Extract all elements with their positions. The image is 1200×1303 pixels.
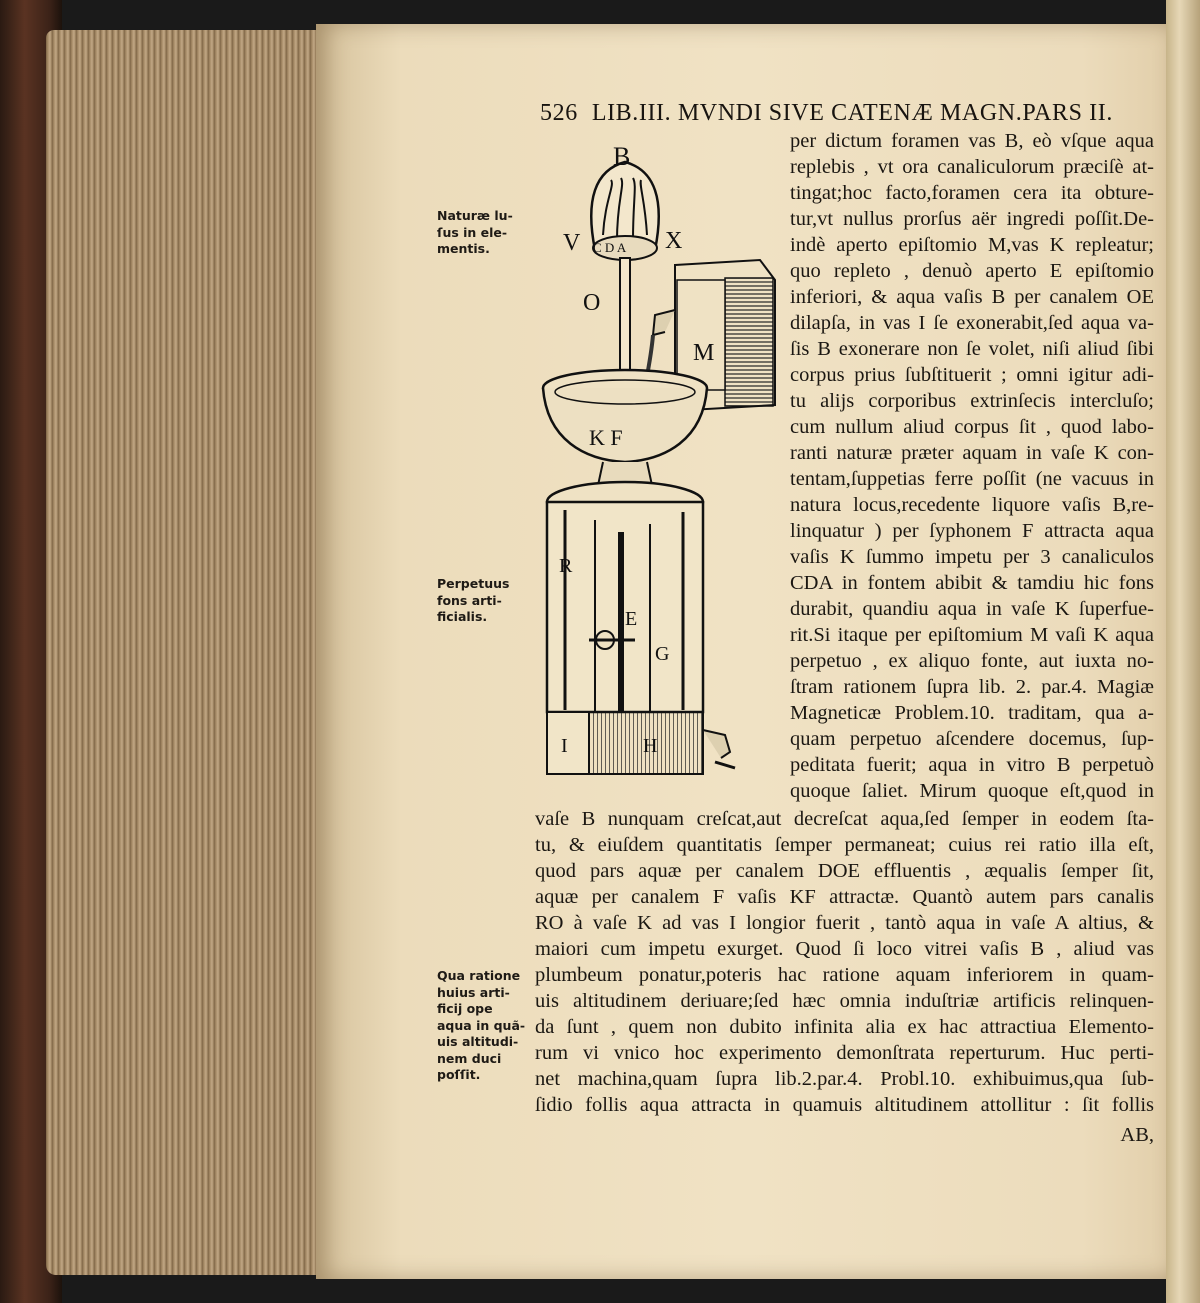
text-line: RO à vaſe K ad vas I longior fuerit , tantò aqua in vaſe A altius, &	[535, 912, 1154, 934]
text-line: replebis , vt ora canaliculorum præciſè at-	[790, 156, 1154, 178]
text-line: tu alijs corporibus extrinſecis intercluſo;	[790, 390, 1154, 412]
text-line: Magneticæ Problem.10. traditam, qua a-	[790, 702, 1154, 724]
label-e: E	[625, 608, 638, 630]
text-line: perpetuo , ex aliquo fonte, aut iuxta no-	[790, 650, 1154, 672]
text-line: tur,vt nullus prorſus aër ingredi poſſit.De-	[790, 208, 1154, 230]
text-line: vaſe B nunquam creſcat,aut decreſcat aqua,ſed ſemper in eodem ſta-	[535, 808, 1154, 830]
text-line: ſidio follis aqua attracta in quamuis altitudinem attollitur : ſit follis	[535, 1094, 1154, 1116]
marginal-line: ficialis.	[437, 609, 488, 624]
marginal-line: aqua in quã-	[437, 1017, 526, 1033]
page-number: 526	[540, 100, 578, 126]
text-line: quam perpetuo aſcendere docemus, ſup-	[790, 728, 1154, 750]
marginal-line: fons arti-	[437, 592, 502, 608]
text-line: plumbeum ponatur,poteris hac ratione aquam inferiorem in quam-	[535, 964, 1154, 986]
label-r: R	[559, 555, 573, 577]
text-line: per dictum foramen vas B, eò vſque aqua	[790, 130, 1154, 152]
text-line: da ſunt , quem non dubito infinita alia ex hac attractiua Elemento-	[535, 1016, 1154, 1038]
catchword: AB,	[1120, 1124, 1154, 1146]
marginal-line: Perpetuus	[437, 576, 510, 591]
text-line: dilapſa, in vas I ſe exonerabit,ſed aqua va-	[790, 312, 1154, 334]
label-cda: C D A	[593, 240, 627, 255]
text-line: tingat;hoc facto,foramen cera ita obture-	[790, 182, 1154, 204]
marginal-line: nem duci	[437, 1050, 502, 1066]
marginal-note-1	[437, 208, 513, 258]
marginal-line: mentis.	[437, 241, 490, 256]
marginal-line: ſus in ele-	[437, 224, 508, 240]
text-line: ſtram rationem ſupra lib. 2. par.4. Magiæ	[790, 676, 1154, 698]
text-line: CDA in fontem abibit & tamdiu hic fons	[790, 572, 1154, 594]
marginal-line: Qua ratione	[437, 968, 521, 983]
text-line: ſis B exonerare non ſe volet, niſi aliud ſibi	[790, 338, 1154, 360]
text-line: quod pars aquæ per canalem DOE effluentis , æqualis ſemper ſit,	[535, 860, 1154, 882]
marginal-line: Naturæ lu-	[437, 208, 513, 223]
label-i: I	[561, 735, 568, 757]
label-kf: K F	[589, 425, 623, 450]
facing-page-edge	[1166, 0, 1200, 1303]
text-line: corpus prius ſubſtituerit ; omni igitur adi-	[790, 364, 1154, 386]
label-o: O	[583, 290, 601, 316]
text-line: vaſis K ſummo impetu per 3 canaliculos	[790, 546, 1154, 568]
marginal-line: ficij ope	[437, 1001, 493, 1016]
label-v: V	[563, 230, 581, 256]
cylinder-base	[547, 482, 735, 774]
label-x: X	[665, 228, 683, 254]
running-title: LIB.III. MVNDI SIVE CATENÆ MAGN.PARS II.	[591, 100, 1113, 126]
text-line: tu, & eiuſdem quantitatis ſemper permaneat; cuius rei ratio illa eſt,	[535, 834, 1154, 856]
text-line: natura locus,recedente liquore vaſis B,re-	[790, 494, 1154, 516]
text-line: peditata fuerit; aqua in vitro B perpetuò	[790, 754, 1154, 776]
marginal-line: uis altitudi-	[437, 1034, 519, 1049]
text-line: tentam,ſuppetias ferre poſſit (ne vacuus in	[790, 468, 1154, 490]
text-line: uis altitudinem deriuare;ſed hæc omnia induſtriæ artificis relinquen-	[535, 990, 1154, 1012]
text-line: ranti naturæ præter aquam in vaſe K con-	[790, 442, 1154, 464]
fountain-woodcut-figure	[525, 140, 785, 800]
text-line: aquæ per canalem F vaſis KF attractæ. Quantò autem pars canalis	[535, 886, 1154, 908]
text-line: rit.Si itaque per epiſtomium M vaſi K aqua	[790, 624, 1154, 646]
basin-k	[543, 370, 707, 490]
text-line: cum nullum aliud corpus ſit , quod labo-	[790, 416, 1154, 438]
text-line: durabit, quandiu aqua in vaſe K ſuperfue-	[790, 598, 1154, 620]
marginal-note-2	[437, 576, 509, 626]
label-h: H	[643, 735, 658, 757]
text-line: quo repleto , denuò aperto E epiſtomio	[790, 260, 1154, 282]
label-m: M	[693, 340, 715, 366]
text-line: quoque ſaliet. Mirum quoque eſt,quod in	[790, 780, 1154, 802]
text-line: linquatur ) per ſyphonem F attracta aqua	[790, 520, 1154, 542]
text-line: indè aperto epiſtomio M,vas K repleatur;	[790, 234, 1154, 256]
text-line: rum vi vnico hoc experimento demonſtrata reperturum. Huc perti-	[535, 1042, 1154, 1064]
running-header	[540, 100, 1140, 127]
marginal-line: poſſit.	[437, 1067, 481, 1082]
page-edges	[46, 30, 328, 1275]
text-line: inferiori, & aqua vaſis B per canalem OE	[790, 286, 1154, 308]
marginal-line: huius arti-	[437, 984, 510, 1000]
text-line: maiori cum impetu exurget. Quod ſi loco vitrei vaſis B , aliud vas	[535, 938, 1154, 960]
label-b: B	[613, 142, 631, 171]
label-g: G	[655, 643, 670, 665]
marginal-note-3	[437, 968, 525, 1084]
text-line: net machina,quam ſupra lib.2.par.4. Probl.10. exhibuimus,qua ſub-	[535, 1068, 1154, 1090]
